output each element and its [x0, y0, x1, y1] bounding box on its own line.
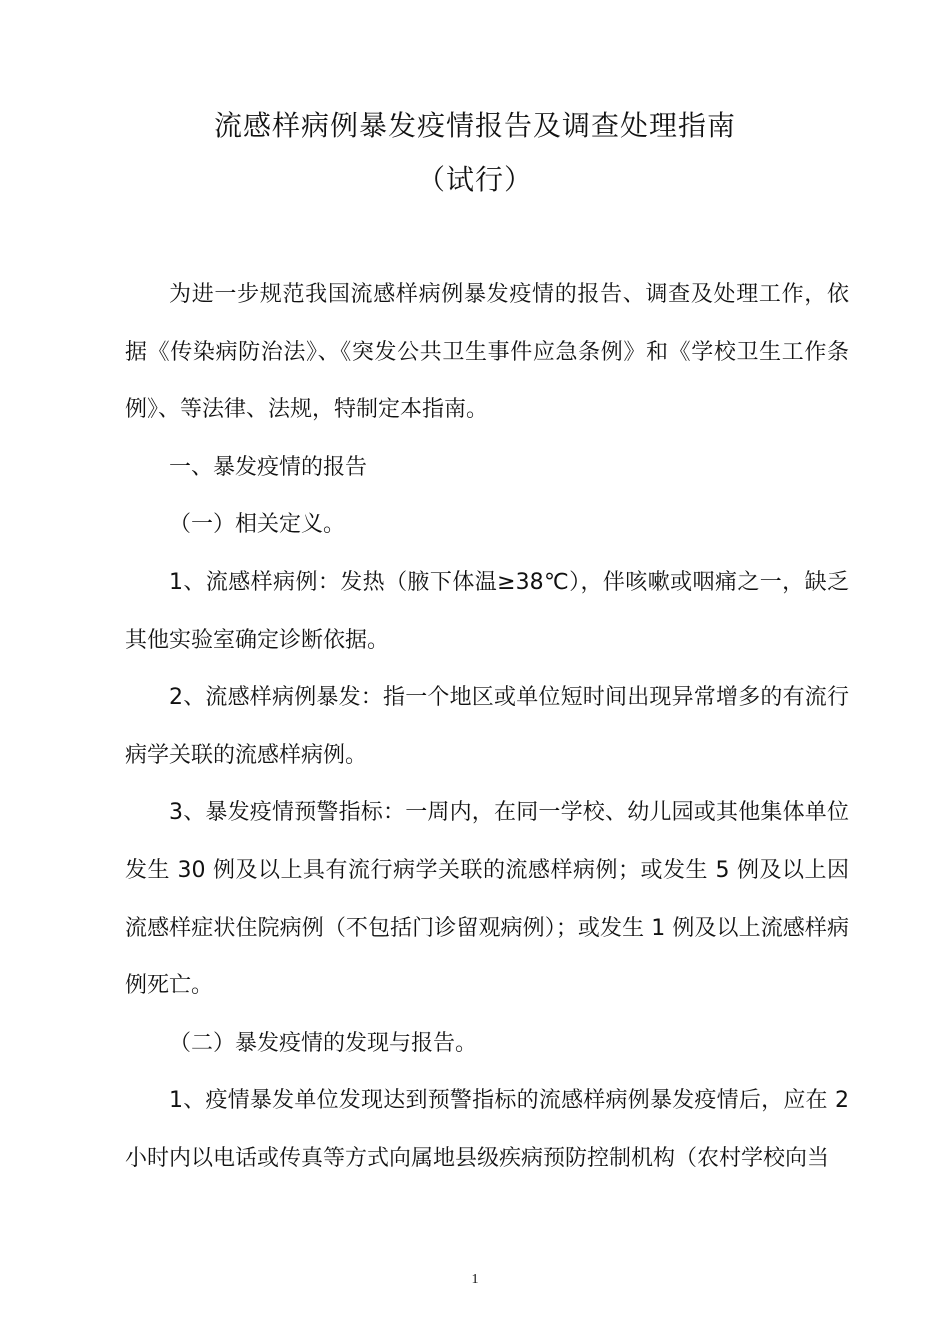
page-number: 1: [471, 1272, 479, 1287]
document-subtitle: （试行）: [416, 163, 533, 196]
paragraph-reporting-procedure: 1、疫情暴发单位发现达到预警指标的流感样病例暴发疫情后，应在 2 小时内以电话或传真等方式向属地县级疾病预防控制机构（农村学校向当: [125, 1088, 849, 1171]
section-heading-reporting: 一、暴发疫情的报告: [169, 454, 368, 480]
paragraph-definition-outbreak: 2、流感样病例暴发：指一个地区或单位短时间出现异常增多的有流行病学关联的流感样病例。: [125, 685, 849, 768]
document-title: 流感样病例暴发疫情报告及调查处理指南: [213, 109, 736, 142]
document-body: [125, 266, 849, 1188]
subsection-heading-discovery: （二）暴发疫情的发现与报告。: [169, 1030, 478, 1056]
paragraph-definition-ili: 1、流感样病例：发热（腋下体温≥38℃），伴咳嗽或咽痛之一，缺乏其他实验室确定诊断依据。: [125, 569, 849, 653]
subsection-heading-definitions: （一）相关定义。: [169, 512, 346, 538]
paragraph-intro: 为进一步规范我国流感样病例暴发疫情的报告、调查及处理工作，依据《传染病防治法》、《突发公共卫生事件应急条例》和《学校卫生工作条例》、等法律、法规，特制定本指南。: [125, 282, 849, 423]
paragraph-warning-indicators: 3、暴发疫情预警指标：一周内，在同一学校、幼儿园或其他集体单位发生 30 例及以上具有流行病学关联的流感样病例；或发生 5 例及以上因流感样症状住院病例（不包括门诊留观病例）；或发生 1 例及以上流感样病例死亡。: [125, 800, 849, 999]
